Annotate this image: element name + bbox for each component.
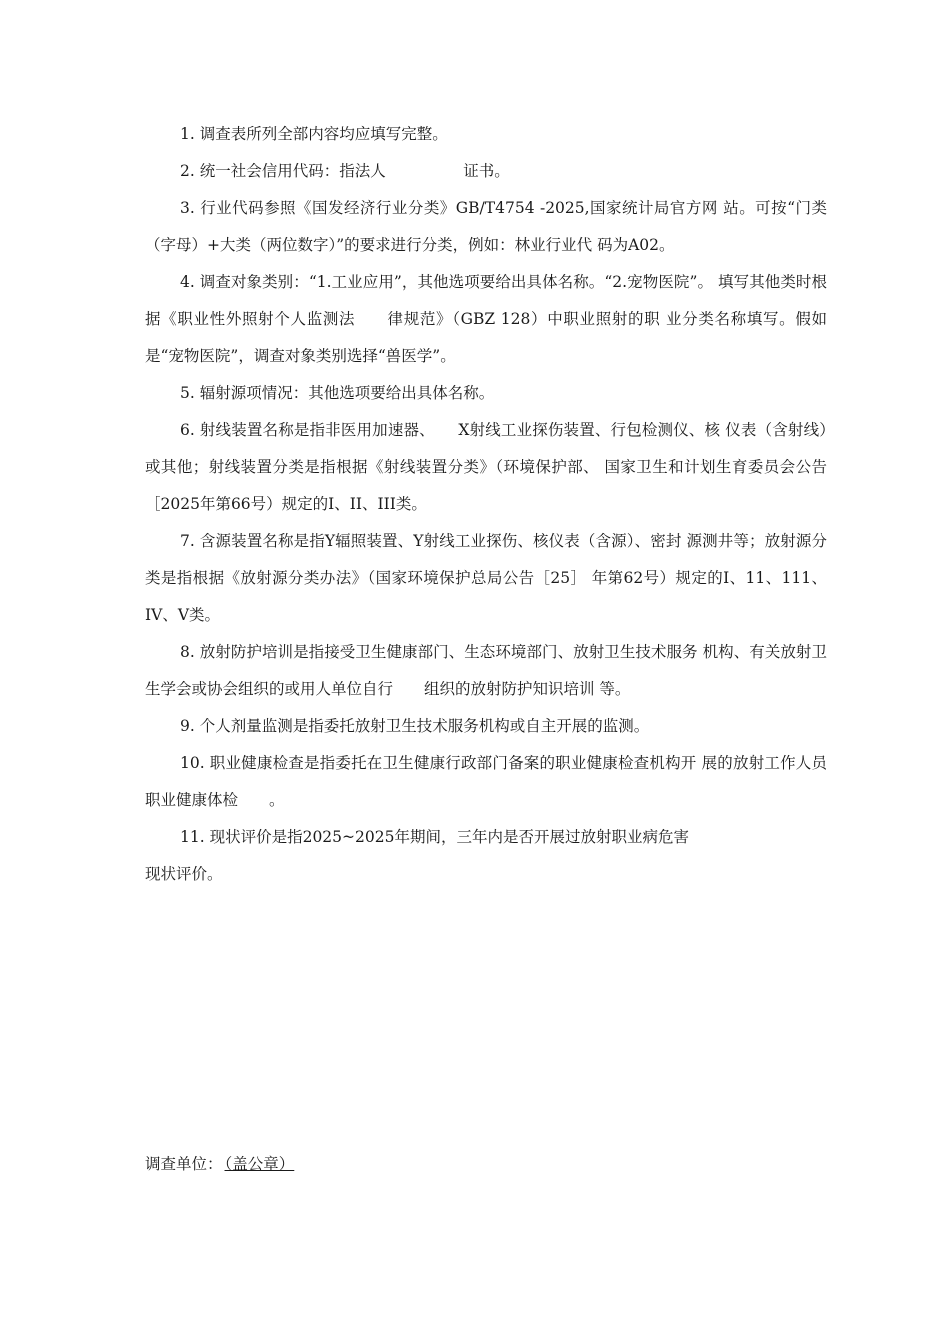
- note-11-line-2: 现状评价。: [145, 865, 223, 883]
- note-2: 2. 统一社会信用代码：指法人 证书。: [180, 162, 510, 180]
- note-6: 6. 射线装置名称是指非医用加速器、 X射线工业探伤装置、行包检测仪、核 仪表（含射线）或其他；射线装置分类是指根据《射线装置分类》（环境保护部、 国家卫生和计划生育委员会公告［2025年第66号）规定的I、II、III类。: [145, 421, 827, 513]
- notes-section: [145, 116, 827, 893]
- note-11-line-1: 11. 现状评价是指2025~2025年期间，三年内是否开展过放射职业病危害: [180, 828, 689, 846]
- survey-unit-line: [145, 1150, 294, 1178]
- note-10: 10. 职业健康检查是指委托在卫生健康行政部门备案的职业健康检查机构开 展的放射工作人员职业健康体检 。: [145, 754, 827, 809]
- official-seal-field[interactable]: （盖公章）: [224, 1155, 295, 1173]
- note-1: 1. 调查表所列全部内容均应填写完整。: [180, 125, 448, 143]
- note-4: 4. 调查对象类别：“1.工业应用”，其他选项要给出具体名称。“2.宠物医院”。 填写其他类时根据《职业性外照射个人监测法 律规范》（GBZ 128）中职业照射的职 业分类名称填写。假如是“宠物医院”，调查对象类别选择“兽医学”。: [145, 273, 827, 365]
- note-5: 5. 辐射源项情况：其他选项要给出具体名称。: [180, 384, 495, 402]
- note-8: 8. 放射防护培训是指接受卫生健康部门、生态环境部门、放射卫生技术服务 机构、有关放射卫生学会或协会组织的或用人单位自行 组织的放射防护知识培训 等。: [145, 643, 827, 698]
- survey-unit-label: 调查单位：: [145, 1155, 223, 1173]
- note-7: 7. 含源装置名称是指Y辐照装置、Y射线工业探伤、核仪表（含源）、密封 源测井等；放射源分类是指根据《放射源分类办法》（国家环境保护总局公告［25］ 年第62号）规定的I、11、111、IV、V类。: [145, 532, 827, 624]
- note-3: 3. 行业代码参照《国发经济行业分类》GB/T4754 -2025,国家统计局官方网 站。可按“门类（字母）+大类（两位数字）”的要求进行分类，例如：林业行业代 码为A02。: [145, 199, 827, 254]
- note-9: 9. 个人剂量监测是指委托放射卫生技术服务机构或自主开展的监测。: [180, 717, 650, 735]
